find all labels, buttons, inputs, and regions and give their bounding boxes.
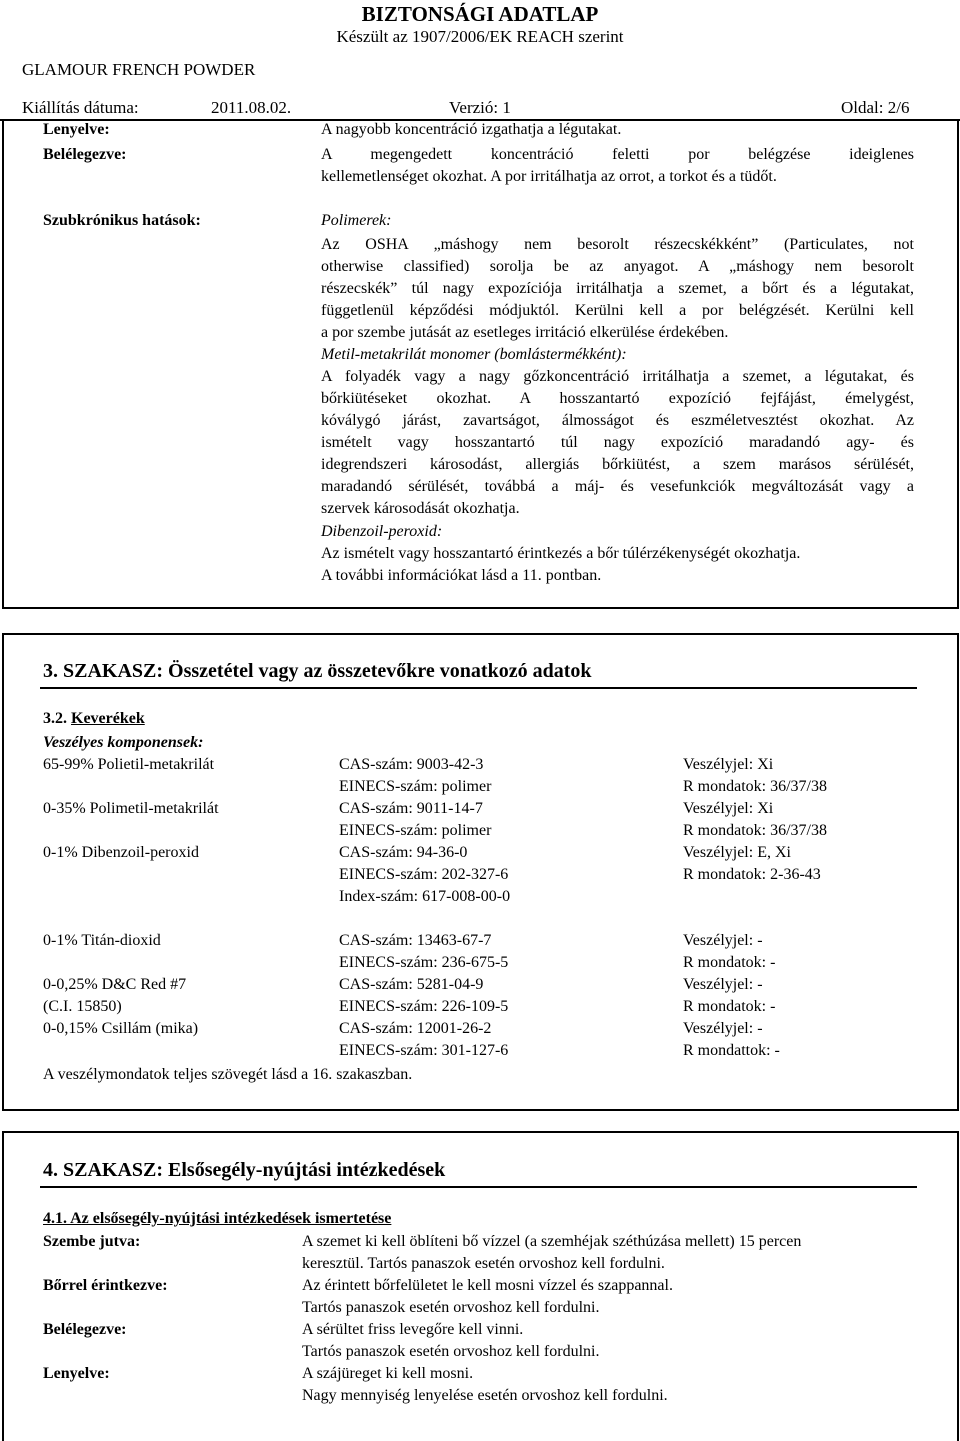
component-hazard: R mondatok: 36/37/38 xyxy=(683,778,827,795)
component-id: EINECS-szám: 301-127-6 xyxy=(339,1042,509,1059)
section-3-title: 3. SZAKASZ: Összetétel vagy az összetevőkre vonatkozó adatok xyxy=(43,660,592,682)
mixtures-number: 3.2. xyxy=(43,710,71,727)
skin-contact-label: Bőrrel érintkezve: xyxy=(43,1277,168,1294)
skin-contact-line: Tartós panaszok esetén orvoshoz kell fordulni. xyxy=(302,1299,600,1316)
skin-contact-line: Az érintett bőrfelületet le kell mosni vízzel és szappannal. xyxy=(302,1277,673,1294)
inhalation-text-line2: kellemetlenséget okozhat. A por irritálhatja az orrot, a torkot és a tüdőt. xyxy=(321,168,777,185)
eye-contact-line: A szemet ki kell öblíteni bő vízzel (a szemhéjak széthúzása mellett) 15 percen xyxy=(302,1233,802,1250)
component-name: 0-0,15% Csillám (mika) xyxy=(43,1020,199,1037)
section-4-title: 4. SZAKASZ: Elsősegély-nyújtási intézkedések xyxy=(43,1159,446,1181)
ingestion-line-4: Nagy mennyiség lenyelése esetén orvoshoz kell fordulni. xyxy=(302,1387,668,1404)
inhalation-line-4: Tartós panaszok esetén orvoshoz kell fordulni. xyxy=(302,1343,600,1360)
mixtures-title: Keverékek xyxy=(71,710,145,727)
ingestion-label-4: Lenyelve: xyxy=(43,1365,110,1382)
component-name: (C.I. 15850) xyxy=(43,998,122,1015)
ingestion-label: Lenyelve: xyxy=(43,121,110,138)
component-id: CAS-szám: 9011-14-7 xyxy=(339,800,483,817)
component-id: CAS-szám: 94-36-0 xyxy=(339,844,468,861)
component-name: 0-0,25% D&C Red #7 xyxy=(43,976,187,993)
component-hazard: Veszélyjel: - xyxy=(683,976,763,993)
hazard-statements-note: A veszélymondatok teljes szövegét lásd a 16. szakaszban. xyxy=(43,1066,413,1083)
polymers-line: Az OSHA „máshogy nem besorolt részecskékként” (Particulates, not xyxy=(321,236,914,253)
inhalation-line-4: A sérültet friss levegőre kell vinni. xyxy=(302,1321,524,1338)
bpo-line: Az ismételt vagy hosszantartó érintkezés a bőr túlérzékenységét okozhatja. xyxy=(321,545,801,562)
component-hazard: R mondatok: 36/37/38 xyxy=(683,822,827,839)
component-hazard: Veszélyjel: Xi xyxy=(683,800,774,817)
component-id: EINECS-szám: 236-675-5 xyxy=(339,954,509,971)
mma-line: bőrkiütéseket okozhat. A hosszantartó expozíció fejfájást, émelygést, xyxy=(321,390,914,407)
component-id: EINECS-szám: 226-109-5 xyxy=(339,998,509,1015)
component-hazard: Veszélyjel: - xyxy=(683,932,763,949)
polymers-title: Polimerek: xyxy=(321,212,392,229)
inhalation-label-4: Belélegezve: xyxy=(43,1321,127,1338)
mma-line: ismételt vagy hosszantartó túl nagy expozíció maradandó agy- és xyxy=(321,434,914,451)
component-name: 0-1% Titán-dioxid xyxy=(43,932,161,949)
component-id: CAS-szám: 13463-67-7 xyxy=(339,932,492,949)
mixtures-heading xyxy=(43,710,145,728)
component-id: CAS-szám: 12001-26-2 xyxy=(339,1020,492,1037)
component-hazard: R mondatok: - xyxy=(683,954,776,971)
ingestion-line-4: A szájüreget ki kell mosni. xyxy=(302,1365,474,1382)
section-3-title-rule xyxy=(40,687,917,689)
polymers-line: a por szembe jutását az esetleges irritáció elkerülése érdekében. xyxy=(321,324,729,341)
component-id: CAS-szám: 5281-04-9 xyxy=(339,976,484,993)
mma-title: Metil-metakrilát monomer (bomlástermékként): xyxy=(321,346,627,363)
component-name: 65-99% Polietil-metakrilát xyxy=(43,756,215,773)
component-id: CAS-szám: 9003-42-3 xyxy=(339,756,484,773)
bpo-title: Dibenzoil-peroxid: xyxy=(321,523,443,540)
component-hazard: R mondatok: - xyxy=(683,998,776,1015)
mma-line: idegrendszeri károsodást, allergiás bőrkiütést, a szem marásos sérülését, xyxy=(321,456,914,473)
mma-line: kóválygó járást, zavartságot, álmosságot és eszméletvesztést okozhat. Az xyxy=(321,412,914,429)
product-name: GLAMOUR FRENCH POWDER xyxy=(22,60,256,79)
polymers-line: részecskék” túl nagy expozíciója irritálhatja a szemet, a bőrt és a légutakat, xyxy=(321,280,914,297)
component-hazard: Veszélyjel: Xi xyxy=(683,756,774,773)
mma-line: A folyadék vagy a nagy gőzkoncentráció irritálhatja a szemet, a légutakat, és xyxy=(321,368,914,385)
hazardous-components-label: Veszélyes komponensek: xyxy=(43,734,204,751)
component-name: 0-35% Polimetil-metakrilát xyxy=(43,800,219,817)
component-hazard: Veszélyjel: - xyxy=(683,1020,763,1037)
eye-contact-label: Szembe jutva: xyxy=(43,1233,141,1250)
mma-line: szervek károsodását okozhatja. xyxy=(321,500,520,517)
document-subtitle: Készült az 1907/2006/EK REACH szerint xyxy=(336,27,624,46)
bpo-line: A további információkat lásd a 11. pontban. xyxy=(321,567,602,584)
component-hazard: Veszélyjel: E, Xi xyxy=(683,844,791,861)
subchronic-effects-label: Szubkrónikus hatások: xyxy=(43,212,201,229)
version: Verzió: 1 xyxy=(449,98,511,117)
component-name: 0-1% Dibenzoil-peroxid xyxy=(43,844,199,861)
issue-date-label: Kiállítás dátuma: xyxy=(22,98,139,117)
ingestion-text: A nagyobb koncentráció izgathatja a légutakat. xyxy=(321,121,622,138)
issue-date: 2011.08.02. xyxy=(211,98,292,117)
component-id: EINECS-szám: polimer xyxy=(339,822,492,839)
polymers-line: függetlenül képződési módjuktól. Kerülni kell a por belégzését. Kerülni kell xyxy=(321,302,914,319)
inhalation-text-line1: A megengedett koncentráció feletti por belégzése ideiglenes xyxy=(321,146,914,163)
inhalation-label: Belélegezve: xyxy=(43,146,127,163)
component-id: Index-szám: 617-008-00-0 xyxy=(339,888,511,905)
section-4-title-rule xyxy=(40,1186,917,1188)
page-number: Oldal: 2/6 xyxy=(841,98,910,117)
component-id: EINECS-szám: polimer xyxy=(339,778,492,795)
polymers-line: otherwise classified) sorolja be az anyagot. A „máshogy nem besorolt xyxy=(321,258,914,275)
component-hazard: R mondattok: - xyxy=(683,1042,780,1059)
mma-line: maradandó sérülését, továbbá a máj- és vesefunkciók megváltozását vagy a xyxy=(321,478,914,495)
component-hazard: R mondatok: 2-36-43 xyxy=(683,866,821,883)
component-id: EINECS-szám: 202-327-6 xyxy=(339,866,509,883)
eye-contact-line: keresztül. Tartós panaszok esetén orvoshoz kell fordulni. xyxy=(302,1255,665,1272)
section-2-box xyxy=(2,119,959,609)
first-aid-subtitle: 4.1. Az elsősegély-nyújtási intézkedések ismertetése xyxy=(43,1210,392,1227)
document-title: BIZTONSÁGI ADATLAP xyxy=(361,2,599,26)
